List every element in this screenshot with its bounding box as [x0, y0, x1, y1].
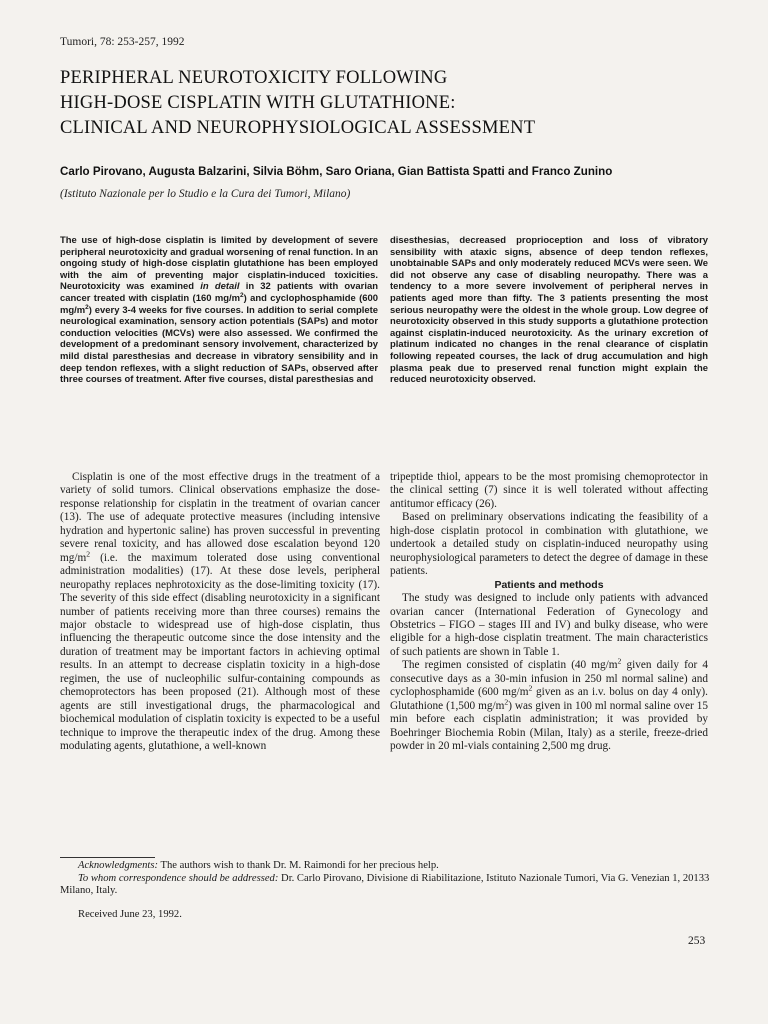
acknowledgments	[60, 860, 710, 873]
affiliation: (Istituto Nazionale per lo Studio e la Cura dei Tumori, Milano)	[60, 188, 351, 200]
superscript: 2	[86, 548, 91, 558]
abstract-text: in 32 patients with ovarian cancer treated with cisplatin (160 mg/m	[60, 281, 378, 304]
body-text: given daily for 4 consecutive days as a 30-min infusion in 250 ml normal saline) and cyclophosphamide (600 mg/m	[390, 659, 708, 699]
abstract-right-column: disesthesias, decreased proprioception and loss of vibratory sensibility with ataxic signs, absence of deep tendon reflexes, unobtainable SAPs and only moderately reduced MCVs were seen. We did not observe any case of disabling neuropathy. There was a tendency to a more severe involvement of peripheral nerves in patients aged more than fifty. The 3 patients presenting the most serious neuropathy were the oldest in the whole group. Low degree of neurotoxicity observed in this study supports a glutathione protection against cisplatin-induced neurotoxicity. As the urinary excretion of platinum indicated no changes in the renal clearance of cisplatin following repeated courses, the lack of drug accumulation and high plasma peak due to preserved renal function might explain the reduced neurotoxicity observed.	[390, 235, 708, 386]
body-left-column	[60, 471, 380, 754]
footnote-label: To whom correspondence should be addressed:	[78, 872, 279, 884]
footnote-label: Acknowledgments:	[78, 860, 159, 871]
superscript: 2	[528, 683, 533, 693]
journal-reference: Tumori, 78: 253-257, 1992	[60, 36, 185, 48]
body-text: ) was given in 100 ml normal saline over 15 min before each cisplatin administration; it was provided by Boehringer Biochemia Robin (Milan, Italy) as a sterile, freeze-dried powder in 20 ml-vials containing 2,500 mg drug.	[390, 699, 708, 753]
body-text: Cisplatin is one of the most effective drugs in the treatment of a variety of solid tumors. Clinical observations emphasize the dose-response relationship for cisplatin in the treatment of ovarian cancer (13). The use of adequate protective measures (including intensive hydration and hypertonic saline) has proven successful in preventing severe renal toxicity, and has allowed dose escalation beyond 120 mg/m	[60, 471, 380, 564]
superscript: 2	[85, 303, 89, 311]
abstract-text: ) every 3-4 weeks for five courses. In addition to serial complete neurological examination, sensory action potentials (SAPs) and motor conduction velocities (MCVs) were also assessed. We confirmed the development of a predominant sensory involvement, characterized by mild distal paresthesias and decrease in vibratory sensibility and in deep tendon reflexes, with a slight reduction of SAPs, observed after three courses of treatment. After five courses, distal paresthesias and	[60, 304, 378, 386]
body-text: given as an i.v. bolus on day 4 only). Glutathione (1,500 mg/m	[390, 686, 708, 712]
body-right-column	[390, 471, 708, 754]
page-number: 253	[688, 935, 706, 947]
body-paragraph: The study was designed to include only patients with advanced ovarian cancer (International Federation of Gynecology and Obstetrics – FIGO – stages III and IV) and bulky disease, who were eligible for a high-dose cisplatin treatment. The main characteristics of such patients are shown in Table 1.	[390, 592, 708, 658]
body-text: (i.e. the maximum tolerated dose using conventional administration modalities) (17). At these dose levels, peripheral neuropathy replaces nephrotoxicity as the dose-limiting toxicity (17). The severity of this side effect (disabling neurotoxicity in a significant number of patients receiving more than three courses) remains the major obstacle to widespread use of high-dose cisplatin, thus influencing the therapeutic outcome since the dose intensity and the duration of treatment may be important factors in achieving optimal results. In an attempt to decrease cisplatin toxicity in a high-dose regimen, the use of nucleophilic sulfur-containing compounds as chemoprotectors has been proposed (21). Although most of these agents are still investigational drugs, the pharmacological and biochemical modulation of cisplatin toxicity is expected to be a useful technique to improve the therapeutic index of the drug. Among these modulating agents, glutathione, a well-known	[60, 551, 380, 753]
abstract-emphasis: in detail	[200, 281, 240, 293]
title-line: HIGH-DOSE CISPLATIN WITH GLUTATHIONE:	[60, 93, 456, 113]
body-paragraph: tripeptide thiol, appears to be the most promising chemoprotector in the clinical setting (7) since it is well tolerated without affecting antitumor efficacy (26).	[390, 471, 708, 510]
article-title	[60, 66, 720, 141]
superscript: 2	[504, 696, 509, 706]
footnote-text: The authors wish to thank Dr. M. Raimondi for her precious help.	[158, 860, 439, 871]
body-paragraph	[60, 471, 380, 754]
author-list: Carlo Pirovano, Augusta Balzarini, Silvia Böhm, Saro Oriana, Gian Battista Spatti and Franco Zunino	[60, 165, 613, 178]
body-paragraph	[390, 656, 708, 753]
footnote-divider	[60, 857, 155, 858]
superscript: 2	[617, 656, 622, 666]
abstract-left-column	[60, 235, 378, 386]
title-line: PERIPHERAL NEUROTOXICITY FOLLOWING	[60, 68, 448, 88]
abstract-text: ) and cyclophosphamide (600 mg/m	[60, 292, 378, 316]
correspondence	[60, 873, 710, 898]
body-paragraph: Based on preliminary observations indicating the feasibility of a high-dose cisplatin protocol in combination with glutathione, we undertook a detailed study on cisplatin-induced neuropathy using neurophysiological parameters to detect the degree of damage in these patients.	[390, 511, 708, 578]
received-date: Received June 23, 1992.	[78, 909, 182, 920]
section-heading: Patients and methods	[494, 578, 604, 591]
superscript: 2	[240, 291, 244, 299]
title-line: CLINICAL AND NEUROPHYSIOLOGICAL ASSESSMENT	[60, 118, 536, 138]
footnotes	[60, 860, 710, 898]
body-text: The regimen consisted of cisplatin (40 mg/m	[402, 659, 618, 672]
footnote-text: Dr. Carlo Pirovano, Divisione di Riabilitazione, Istituto Nazionale Tumori, Via G. Venezian 1, 20133 Milano, Italy.	[60, 872, 710, 897]
abstract-text: The use of high-dose cisplatin is limited by development of severe peripheral neurotoxicity and gradual worsening of renal function. In an ongoing study of high-dose cisplatin glutathione has been employed with the aim of preventing major cisplatin-induced toxicities. Neurotoxicity was examined	[60, 235, 378, 293]
